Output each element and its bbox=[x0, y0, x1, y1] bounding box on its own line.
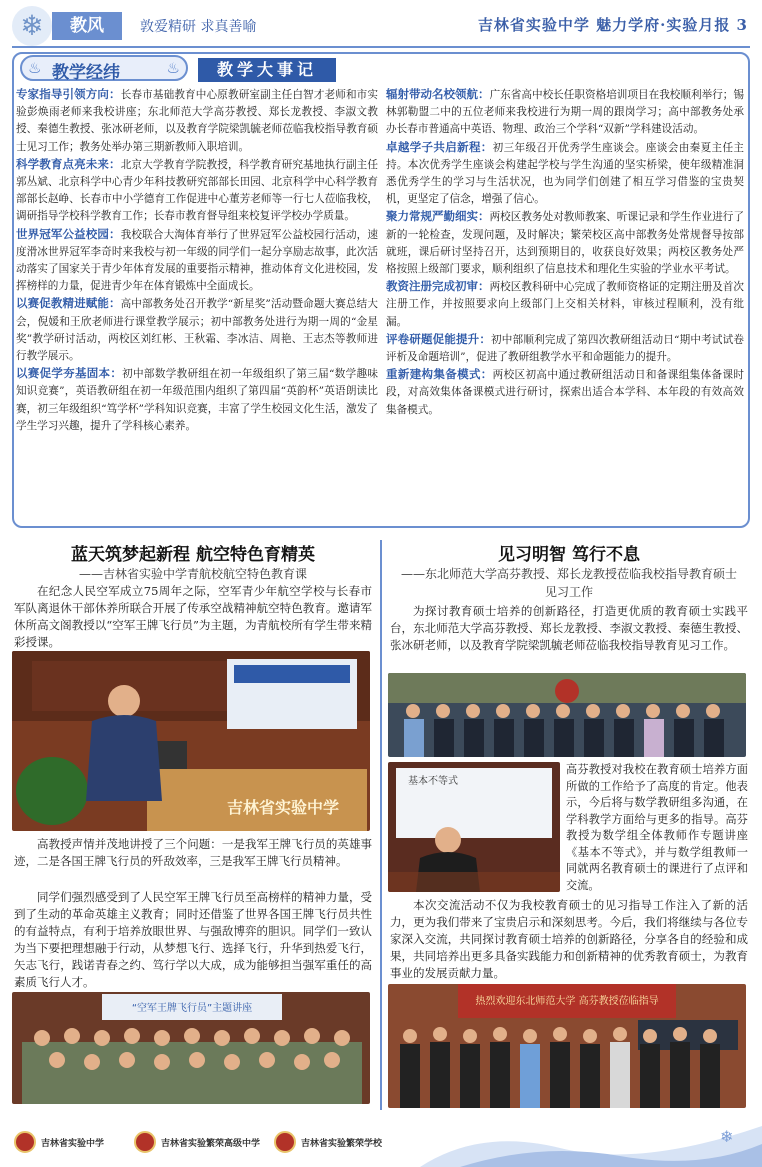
lecture-photo-image bbox=[12, 651, 370, 831]
snowflake-icon: ❄ bbox=[12, 6, 52, 46]
article-right-p3: 本次交流活动不仅为我校教育硕士的见习指导工作注入了新的活力，更为我们带来了宝贵启示和深刻思考。今后，我们将继续与各位专家深入交流，共同探讨教育硕士培养的创新路径，分享各自的经验和成果，共同培养出更多具备实践能力和创新精神的优秀教育硕士，为教育事业的发展贡献力量。 bbox=[390, 898, 748, 980]
event-item: 聚力常规严勤细实：两校区教务处对教师教案、听课记录和学生作业进行了新的一轮检查，发现问题，及时解决；繁荣校区高中部教务处常规督导按部就班，课后研讨坚持召开，达到预期目的，收获良好效果；两校区教务处严格按照上级部门要求，顺利组织了信息技术和理化生实验的学业水平考试。 bbox=[386, 209, 745, 276]
group-photo-cadets-image bbox=[12, 992, 370, 1104]
footer-logo: 吉林省实验繁荣学校 bbox=[274, 1130, 382, 1154]
event-item: 科学教育点亮未来：北京大学教育学院教授，科学教育研究基地执行副主任郭丛斌、北京科学中心青少年科技教研究部部长田园、北京科学中心科学教育部部长赵峥、长春市中小学德育工作促进中心董芳老师等一行七人莅临我校，调研指导学校科学教育工作；长春市教育督导组来校复评学校办学质量。 bbox=[16, 156, 379, 223]
event-item: 专家指导引领方向：长春市基础教育中心原教研室副主任白智才老师和市实验彭焕雨老师来我校讲座；东北师范大学高芬教授、郑长龙教授、李淑文教授、秦德生教授、张冰研老师，以及教育学院梁凯毓老师莅临我校指导教育硕士见习工作；教务处举办第三期新教师入职培训。 bbox=[16, 87, 379, 153]
event-item: 辐射带动名校领航：广东省高中校长任职资格培训项目在我校顺利举行；锡林郭勒盟二中的五位老师来我校进行为期一周的跟岗学习；高中部教务处承办长春市普通高中英语、物理、政治三个学科“双新”学科建设活动。 bbox=[386, 87, 745, 136]
group-photo-cadets bbox=[12, 992, 370, 1104]
group-photo-meeting-image bbox=[388, 984, 746, 1108]
newspaper-title: 吉林省实验中学 魅力学府·实验月报 3 bbox=[477, 16, 748, 34]
section-subtitle: 教学大事记 bbox=[198, 58, 336, 82]
event-item: 以赛促教精进赋能：高中部教务处召开教学“新星奖”活动暨命题大赛总结大会，倪媛和王欣老师进行课堂教学展示；初中部教务处进行为期一周的“金星奖”教学研讨活动，两校区刘红彬、王秋霜、李冰洁、周艳、王志杰等教师进行教学展示。 bbox=[16, 296, 378, 363]
article-right-title: 见习明智 笃行不息 bbox=[498, 545, 640, 565]
column-label: 教风 bbox=[52, 12, 122, 40]
section-title: 教学经纬 bbox=[52, 63, 120, 83]
school-emblem-icon bbox=[14, 1131, 36, 1153]
speaker-photo-image bbox=[388, 762, 560, 892]
footer-logo: 吉林省实验繁荣高级中学 bbox=[134, 1130, 260, 1154]
article-right-p2: 高芬教授对我校在教育硕士培养方面所做的工作给予了高度的肯定。他表示，今后将与数学教研组多沟通，在学科教学方面给与更多的指导。高芬教授为数学组全体教师作专题讲座《基本不等式》，并与数学组教师一同就两名教育硕士的课进行了点评和交流。 bbox=[566, 763, 748, 892]
group-photo-experts bbox=[388, 673, 746, 757]
section-header bbox=[20, 55, 188, 81]
header-divider bbox=[12, 46, 750, 48]
event-item: 教资注册完成初审：两校区教科研中心完成了教师资格证的定期注册及首次注册工作，并按照要求向上级部门上交相关材料，审核过程顺利，没有纰漏。 bbox=[386, 279, 745, 328]
lecture-photo-sign: 吉林省实验中学 bbox=[227, 798, 340, 817]
event-item: 评卷研题促能提升：初中部顺利完成了第四次教研组活动日“期中考试试卷评析及命题培训”，促进了教研组教学水平和命题能力的提升。 bbox=[386, 331, 744, 364]
school-emblem-icon bbox=[274, 1131, 296, 1153]
group-photo-meeting bbox=[388, 984, 746, 1108]
meeting-banner: 热烈欢迎东北师范大学 高芬教授莅临指导 bbox=[475, 996, 659, 1007]
snowflake-icon: ❄ bbox=[720, 1127, 734, 1146]
group-photo-experts-image bbox=[388, 673, 746, 757]
events-right-column bbox=[386, 86, 744, 419]
event-item: 卓越学子共启新程：初三年级召开优秀学生座谈会。座谈会由秦夏主任主持。本次优秀学生座谈会构建起学校与学生沟通的坚实桥梁，使年级精准洞悉优秀学生的学习与生活状况，也为同学们创建了相互学习借鉴的宝贵契机，更坚定了信念，增强了信心。 bbox=[386, 139, 745, 206]
article-left-p3: 同学们强烈感受到了人民空军王牌飞行员至高榜样的精神力量，受到了生动的革命英雄主义教育；同时还借鉴了世界各国王牌飞行员共性的有益特点，有利于培养放眼世界、与强敌博弈的胆识。同学们一致认为当下要把理想融于行动，从梦想飞行、选择飞行，升华到热爱飞行，矢志飞行，践诺青春之约、笃行学以大成，成为能够担当强军重任的高素质飞行人才。 bbox=[14, 890, 372, 989]
article-left-p2: 高教授声情并茂地讲授了三个问题：一是我军王牌飞行员的英雄事迹，二是各国王牌飞行员的歼敌效率，三是我军王牌飞行员精神。 bbox=[14, 837, 372, 868]
event-item: 以赛促学夯基固本：初中部数学教研组在初一年级组织了第三届“数学趣味知识竞赛”，英语教研组在初一年级范围内组织了第四届“英韵杯”英语朗读比赛，初三年级组织“笃学杯”学科知识竞赛，丰富了学生校园文化生活，激发了学生学习兴趣，提升了学科核心素养。 bbox=[16, 366, 378, 432]
school-emblem-icon bbox=[134, 1131, 156, 1153]
article-left-title: 蓝天筑梦起新程 航空特色育精英 bbox=[71, 545, 315, 565]
cadets-banner: “空军王牌飞行员”主题讲座 bbox=[131, 1003, 253, 1014]
motto: 敦爱精研 求真善喻 bbox=[140, 19, 257, 35]
article-right-subtitle: ——东北师范大学高芬教授、郑长龙教授莅临我校指导教育硕士见习工作 bbox=[400, 567, 737, 599]
event-item: 世界冠军公益校园：我校联合大淘体育举行了世界冠军公益校园行活动，速度滑冰世界冠军李奇时来我校与初一年级的同学们一起分享励志故事，此次活动落实了国家关于青少年体育发展的重要指示精神，推动体育文化进校园，发挥榜样的力量，促进青少年在体育锻炼中全面成长。 bbox=[16, 226, 379, 293]
flame-icon: ♨ bbox=[28, 59, 42, 77]
footer-wave-decoration bbox=[420, 1118, 762, 1167]
event-item: 重新建构集备模式：两校区初高中通过教研组活动日和备课组集体备课时段，对高效集体备课模式进行研讨，探索出适合本学科、本年段的有效高效集备模式。 bbox=[386, 367, 745, 416]
slide-title: 基本不等式 bbox=[408, 776, 458, 787]
lecture-photo bbox=[12, 651, 370, 831]
footer-logo: 吉林省实验中学 bbox=[14, 1130, 104, 1154]
speaker-photo bbox=[388, 762, 560, 892]
flame-icon: ♨ bbox=[166, 59, 180, 77]
page-header bbox=[0, 0, 762, 50]
article-right-p1: 为探讨教育硕士培养的创新路径，打造更优质的教育硕士实践平台，东北师范大学高芬教授、郑长龙教授、李淑文教授、秦德生教授、张冰研老师，以及教育学院梁凯毓老师莅临我校指导教育见习工作。 bbox=[390, 604, 748, 652]
events-left-column bbox=[16, 86, 378, 435]
article-left-subtitle: ——吉林省实验中学青航校航空特色教育课 bbox=[78, 567, 307, 581]
column-divider bbox=[380, 540, 382, 1110]
article-left-p1: 在纪念人民空军成立75周年之际，空军青少年航空学校与长春市军队离退休干部休养所联合开展了传承空战精神航空特色教育。邀请军休所高文阁教授以“空军王牌飞行员”为主题，为青航校所有学生带来精彩授课。 bbox=[14, 584, 372, 649]
